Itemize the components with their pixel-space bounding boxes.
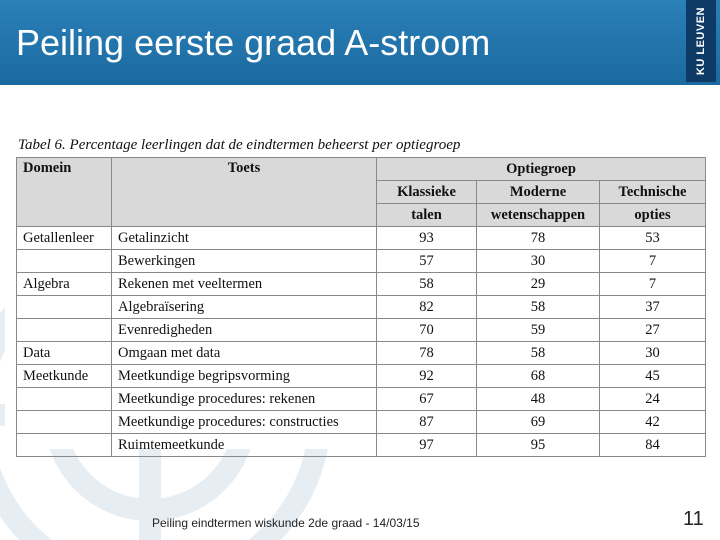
header-optiegroep: Optiegroep — [377, 158, 706, 181]
cell-domein — [17, 250, 112, 273]
cell-moderne-wetenschappen: 48 — [477, 388, 600, 411]
cell-toets: Algebraïsering — [112, 296, 377, 319]
header-technische-opties-line1: Technische — [600, 181, 706, 204]
cell-moderne-wetenschappen: 59 — [477, 319, 600, 342]
header-moderne-wetenschappen-line1: Moderne — [477, 181, 600, 204]
cell-klassieke-talen: 67 — [377, 388, 477, 411]
cell-domein: Algebra — [17, 273, 112, 296]
table-caption: Tabel 6. Percentage leerlingen dat de eindtermen beheerst per optiegroep — [18, 137, 461, 153]
cell-klassieke-talen: 57 — [377, 250, 477, 273]
cell-toets: Meetkundige procedures: constructies — [112, 411, 377, 434]
cell-klassieke-talen: 87 — [377, 411, 477, 434]
table-row — [17, 227, 706, 250]
cell-klassieke-talen: 82 — [377, 296, 477, 319]
cell-moderne-wetenschappen: 68 — [477, 365, 600, 388]
cell-technische-opties: 7 — [600, 250, 706, 273]
cell-klassieke-talen: 97 — [377, 434, 477, 457]
cell-klassieke-talen: 93 — [377, 227, 477, 250]
cell-technische-opties: 37 — [600, 296, 706, 319]
table-row — [17, 388, 706, 411]
cell-toets: Ruimtemeetkunde — [112, 434, 377, 457]
cell-toets: Evenredigheden — [112, 319, 377, 342]
cell-technische-opties: 53 — [600, 227, 706, 250]
cell-toets: Bewerkingen — [112, 250, 377, 273]
table-row — [17, 296, 706, 319]
cell-klassieke-talen: 58 — [377, 273, 477, 296]
university-logo — [686, 0, 716, 82]
cell-domein — [17, 411, 112, 434]
header-klassieke-talen-line1: Klassieke — [377, 181, 477, 204]
cell-domein: Meetkunde — [17, 365, 112, 388]
cell-domein: Data — [17, 342, 112, 365]
cell-moderne-wetenschappen: 95 — [477, 434, 600, 457]
cell-toets: Meetkundige procedures: rekenen — [112, 388, 377, 411]
header-moderne-wetenschappen-line2: wetenschappen — [477, 204, 600, 227]
cell-technische-opties: 30 — [600, 342, 706, 365]
cell-technische-opties: 7 — [600, 273, 706, 296]
cell-toets: Rekenen met veeltermen — [112, 273, 377, 296]
table-row — [17, 342, 706, 365]
cell-toets: Omgaan met data — [112, 342, 377, 365]
cell-technische-opties: 27 — [600, 319, 706, 342]
cell-domein — [17, 388, 112, 411]
header-toets: Toets — [112, 158, 377, 227]
table-row — [17, 319, 706, 342]
cell-technische-opties: 45 — [600, 365, 706, 388]
header-technische-opties-line2: opties — [600, 204, 706, 227]
cell-domein: Getallenleer — [17, 227, 112, 250]
table-row — [17, 273, 706, 296]
header-klassieke-talen-line2: talen — [377, 204, 477, 227]
cell-domein — [17, 319, 112, 342]
logo-text: KU LEUVEN — [695, 6, 707, 76]
table-row — [17, 434, 706, 457]
cell-moderne-wetenschappen: 78 — [477, 227, 600, 250]
cell-toets: Getalinzicht — [112, 227, 377, 250]
page-number: 11 — [683, 508, 704, 530]
cell-moderne-wetenschappen: 29 — [477, 273, 600, 296]
cell-moderne-wetenschappen: 69 — [477, 411, 600, 434]
cell-moderne-wetenschappen: 30 — [477, 250, 600, 273]
cell-klassieke-talen: 70 — [377, 319, 477, 342]
cell-technische-opties: 24 — [600, 388, 706, 411]
cell-technische-opties: 42 — [600, 411, 706, 434]
cell-klassieke-talen: 92 — [377, 365, 477, 388]
table-row — [17, 250, 706, 273]
cell-moderne-wetenschappen: 58 — [477, 342, 600, 365]
cell-domein — [17, 434, 112, 457]
table-row — [17, 365, 706, 388]
table-row — [17, 411, 706, 434]
cell-domein — [17, 296, 112, 319]
cell-technische-opties: 84 — [600, 434, 706, 457]
slide-header — [0, 0, 720, 85]
slide-title: Peiling eerste graad A-stroom — [16, 22, 491, 63]
results-table — [16, 157, 706, 457]
cell-klassieke-talen: 78 — [377, 342, 477, 365]
cell-toets: Meetkundige begripsvorming — [112, 365, 377, 388]
footer-text: Peiling eindtermen wiskunde 2de graad - 14/03/15 — [152, 516, 420, 530]
cell-moderne-wetenschappen: 58 — [477, 296, 600, 319]
header-domein: Domein — [17, 158, 112, 227]
